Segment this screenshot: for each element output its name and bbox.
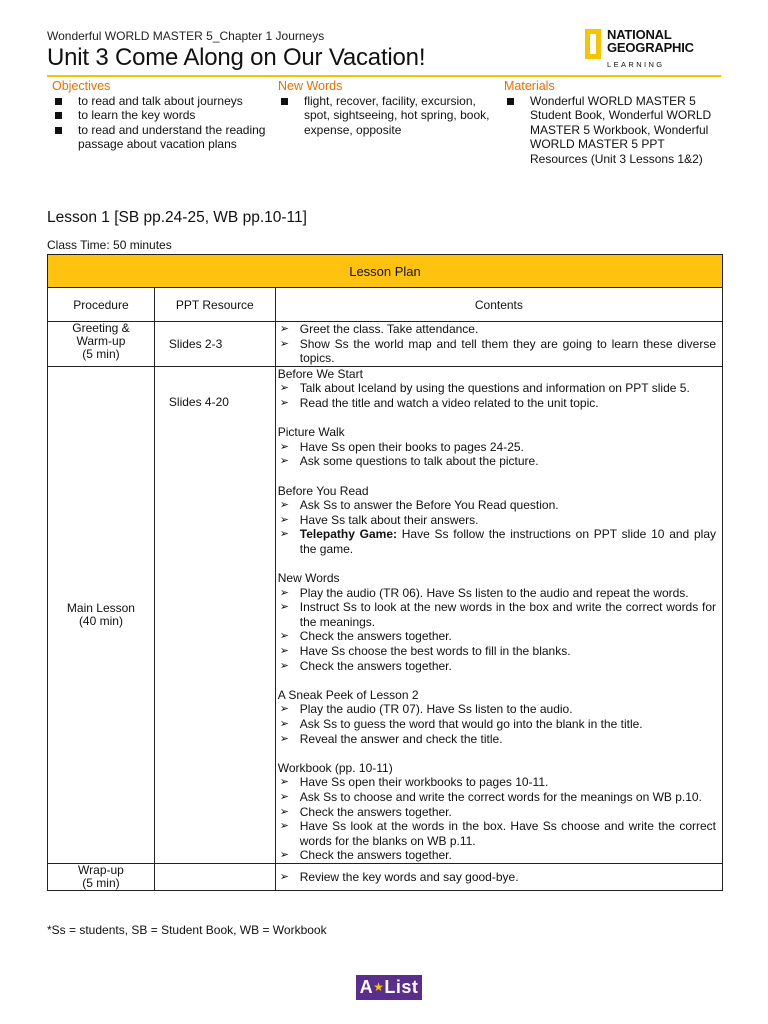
list-item: ➢ Have Ss open their books to pages 24-25.	[278, 440, 716, 455]
col-header-procedure: Procedure	[48, 288, 155, 322]
list-item: ➢ Play the audio (TR 06). Have Ss listen to the audio and repeat the words.	[278, 586, 716, 601]
a-list-right: List	[384, 977, 419, 997]
list-item: ➢ Ask Ss to answer the Before You Read question.	[278, 498, 716, 513]
class-time-value: 50 minutes	[109, 238, 172, 252]
list-item: ➢ Review the key words and say good-bye.	[278, 870, 716, 885]
new-words-item: flight, recover, facility, excursion, spot, sightseeing, hot spring, book, expense, opposite	[278, 94, 496, 138]
objectives-column	[52, 79, 274, 152]
materials-heading: Materials	[504, 79, 555, 93]
procedure-cell: Wrap-up (5 min)	[48, 863, 155, 890]
list-item: ➢ Have Ss look at the words in the box. Have Ss choose and write the correct words for the blanks on WB p.11.	[278, 819, 716, 848]
objective-item: to read and understand the reading passage about vacation plans	[52, 123, 274, 152]
star-icon: ★	[373, 980, 385, 994]
materials-item: Wonderful WORLD MASTER 5 Student Book, Wonderful WORLD MASTER 5 Workbook, Wonderful WORLD MASTER 5 PPT Resources (Unit 3 Lessons 1&2)	[504, 94, 714, 167]
lesson-title: Lesson 1 [SB pp.24-25, WB pp.10-11]	[47, 209, 307, 226]
list-item: ➢ Telepathy Game: Have Ss follow the instructions on PPT slide 10 and play the game.	[278, 527, 716, 556]
list-item: ➢ Instruct Ss to look at the new words in the box and write the correct words for the meanings.	[278, 600, 716, 629]
logo-line-2: GEOGRAPHIC	[607, 40, 694, 55]
list-item: ➢ Read the title and watch a video related to the unit topic.	[278, 396, 716, 411]
a-list-logo	[356, 975, 422, 1000]
ppt-cell	[154, 863, 275, 890]
contents-cell	[275, 366, 722, 863]
ppt-cell: Slides 2-3	[154, 322, 275, 367]
section-heading: Before We Start	[277, 366, 363, 381]
contents-cell	[275, 863, 722, 890]
list-item: ➢ Play the audio (TR 07). Have Ss listen to the audio.	[278, 702, 716, 717]
ppt-cell: Slides 4-20	[154, 366, 275, 863]
list-item: ➢ Reveal the answer and check the title.	[278, 732, 716, 747]
national-geographic-logo	[585, 28, 694, 71]
lesson-plan-table	[47, 254, 723, 891]
series-subtitle: Wonderful WORLD MASTER 5_Chapter 1 Journeys	[47, 29, 325, 43]
section-heading: A Sneak Peek of Lesson 2	[277, 687, 419, 702]
section-heading: Before You Read	[277, 483, 369, 498]
list-item: ➢ Have Ss choose the best words to fill in the blanks.	[278, 644, 716, 659]
list-item: ➢ Check the answers together.	[278, 629, 716, 644]
objective-item: to learn the key words	[52, 108, 274, 123]
list-item: ➢ Check the answers together.	[278, 848, 716, 863]
telepathy-game-label: Telepathy Game:	[299, 527, 397, 542]
col-header-contents: Contents	[275, 288, 722, 322]
new-words-heading: New Words	[278, 79, 343, 93]
page-header	[47, 29, 425, 72]
list-item: ➢ Show Ss the world map and tell them they are going to learn these diverse topics.	[278, 337, 716, 366]
col-header-ppt: PPT Resource	[154, 288, 275, 322]
header-divider	[47, 75, 721, 77]
page-title: Unit 3 Come Along on Our Vacation!	[47, 44, 426, 71]
section-heading: Picture Walk	[277, 425, 345, 440]
section-heading: New Words	[277, 571, 340, 586]
procedure-cell: Main Lesson (40 min)	[48, 366, 155, 863]
materials-column	[504, 79, 714, 167]
list-item: ➢ Have Ss open their workbooks to pages 10-11.	[278, 775, 716, 790]
list-item: ➢ Greet the class. Take attendance.	[278, 322, 716, 337]
a-list-left: A	[359, 977, 374, 997]
footnote: *Ss = students, SB = Student Book, WB = Workbook	[47, 923, 327, 937]
new-words-column	[278, 79, 496, 137]
list-item: ➢ Check the answers together.	[278, 659, 716, 674]
table-row	[48, 322, 723, 367]
list-item: ➢ Have Ss talk about their answers.	[278, 513, 716, 528]
list-item: ➢ Ask Ss to choose and write the correct words for the meanings on WB p.10.	[278, 790, 716, 805]
lesson-plan-header: Lesson Plan	[48, 255, 723, 288]
contents-cell	[275, 322, 722, 367]
list-item: ➢ Ask some questions to talk about the picture.	[278, 454, 716, 469]
table-row	[48, 366, 723, 863]
class-time-label: Class Time:	[47, 238, 110, 252]
table-row	[48, 863, 723, 890]
logo-line-3: LEARNING	[607, 60, 665, 69]
class-time	[47, 238, 172, 252]
list-item: ➢ Ask Ss to guess the word that would go into the blank in the title.	[278, 717, 716, 732]
section-heading: Workbook (pp. 10-11)	[277, 760, 393, 775]
procedure-cell: Greeting & Warm-up (5 min)	[48, 322, 155, 367]
yellow-frame-icon	[585, 29, 601, 59]
logo-line-1: NATIONAL	[607, 27, 672, 42]
list-item: ➢ Check the answers together.	[278, 805, 716, 820]
objectives-heading: Objectives	[52, 79, 111, 93]
list-item: ➢ Talk about Iceland by using the questions and information on PPT slide 5.	[278, 381, 716, 396]
objective-item: to read and talk about journeys	[52, 94, 274, 109]
